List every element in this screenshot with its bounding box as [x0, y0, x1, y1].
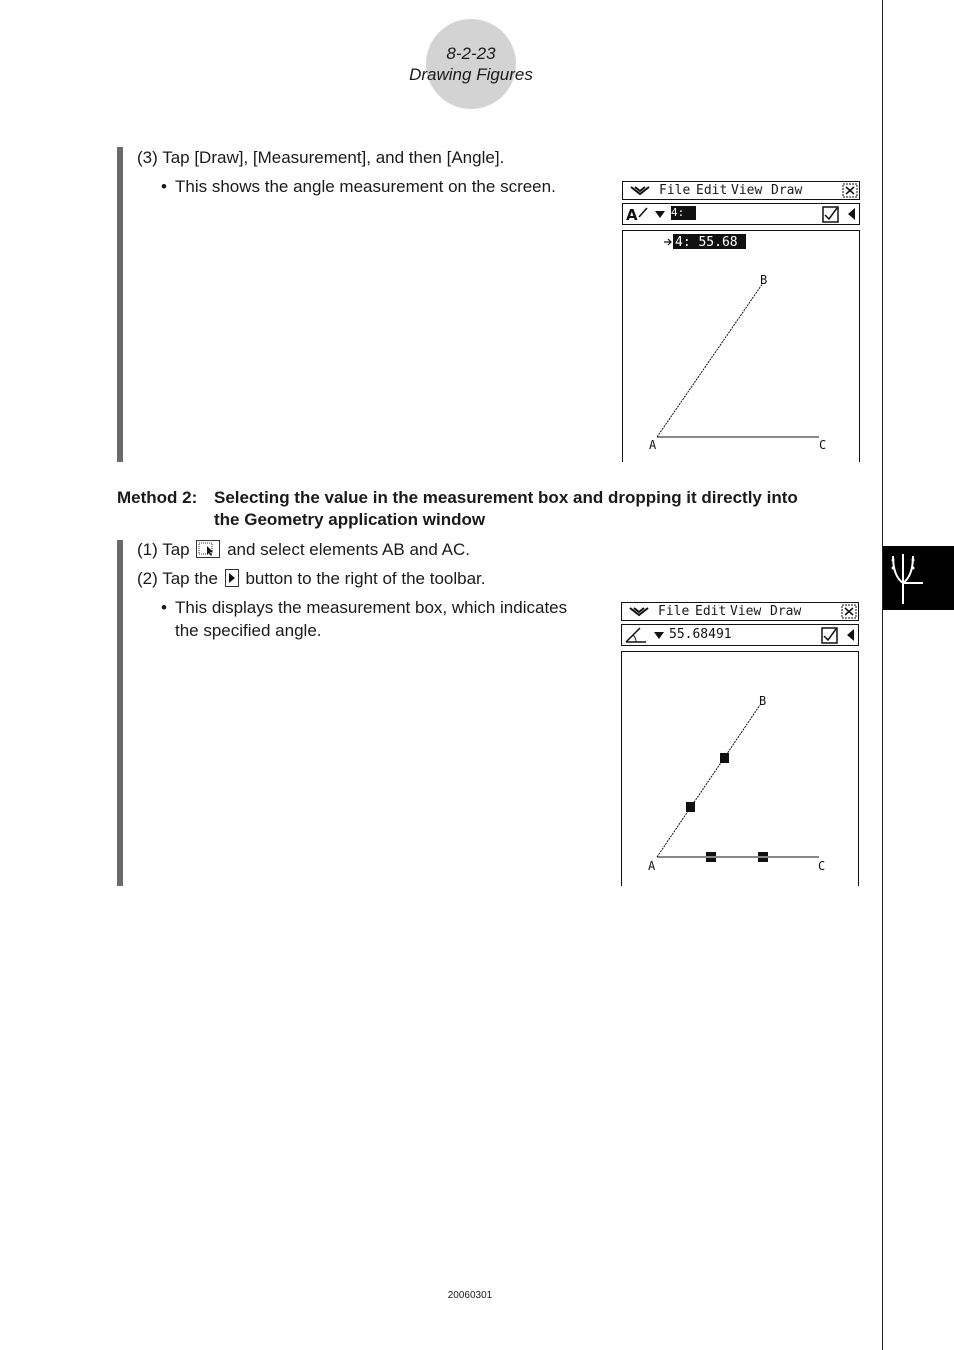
right-margin-rule — [882, 0, 883, 1350]
footer-code: 20060301 — [447, 1290, 493, 1301]
selection-handle[interactable] — [720, 753, 729, 763]
section-title: Drawing Figures — [409, 65, 533, 84]
point-label-a: A — [649, 438, 657, 452]
point-label-b: B — [759, 694, 767, 708]
measurement-value-field[interactable]: 55.68491 — [669, 627, 732, 642]
menu-chevron-icon — [630, 185, 650, 197]
menu-draw[interactable]: Draw — [771, 183, 803, 198]
step2-prefix: (2) Tap the — [137, 569, 218, 588]
svg-text:A: A — [626, 206, 638, 223]
menu-file[interactable]: File — [659, 183, 691, 198]
left-arrow-icon[interactable] — [844, 627, 858, 643]
step-margin-bar — [117, 540, 123, 886]
step1-suffix: and select elements AB and AC. — [227, 540, 470, 559]
dropdown-icon[interactable] — [652, 629, 666, 641]
calculator-screen-1 — [622, 181, 862, 462]
expand-arrow-icon — [225, 569, 239, 587]
left-arrow-icon[interactable] — [845, 206, 859, 222]
toolbar — [621, 624, 859, 646]
selection-handle[interactable] — [686, 802, 695, 812]
method-title-line1: Selecting the value in the measurement box and dropping it directly into — [214, 488, 798, 507]
measurement-field[interactable]: 4: — [671, 206, 696, 220]
menu-bar — [622, 181, 860, 200]
step1-line — [137, 538, 470, 561]
select-tool-icon — [196, 540, 220, 558]
point-label-c: C — [818, 859, 826, 873]
text-tool-icon[interactable] — [625, 205, 651, 223]
figure-2 — [622, 652, 860, 887]
step3-bullet-text: This shows the angle measurement on the screen. — [175, 177, 556, 196]
keyboard-icon[interactable] — [841, 604, 857, 619]
page-number: 8-2-23 — [446, 44, 496, 63]
menu-bar — [621, 602, 859, 621]
bullet-dot: • — [161, 598, 167, 617]
figure-1 — [623, 231, 861, 463]
method-title-line2: the Geometry application window — [214, 510, 486, 529]
step2-bullet-line2: the specified angle. — [175, 621, 322, 640]
angle-tool-icon[interactable] — [624, 626, 650, 644]
header-circle — [426, 19, 516, 109]
segment-ab — [657, 705, 760, 857]
measurement-label: 4: 55.68 — [675, 235, 738, 250]
step2-suffix: button to the right of the toolbar. — [245, 569, 486, 588]
menu-view[interactable]: View — [730, 604, 762, 619]
geometry-view-1[interactable] — [622, 230, 860, 462]
menu-edit[interactable]: Edit — [696, 183, 728, 198]
geometry-chapter-icon — [883, 546, 954, 610]
menu-file[interactable]: File — [658, 604, 690, 619]
menu-edit[interactable]: Edit — [695, 604, 727, 619]
toolbar — [622, 203, 860, 225]
keyboard-icon[interactable] — [842, 183, 858, 198]
segment-ab — [657, 283, 763, 437]
step2-bullet-line1: This displays the measurement box, which indicates — [175, 598, 568, 617]
dropdown-icon[interactable] — [653, 208, 667, 220]
step1-prefix: (1) Tap — [137, 540, 190, 559]
bullet-dot: • — [161, 177, 167, 196]
point-label-b: B — [760, 273, 768, 287]
geometry-view-2[interactable] — [621, 651, 859, 886]
checkbox-icon[interactable] — [820, 626, 840, 644]
calculator-screen-2 — [621, 602, 861, 886]
checkbox-icon[interactable] — [821, 205, 841, 223]
step-margin-bar — [117, 147, 123, 462]
menu-chevron-icon — [629, 606, 649, 618]
chapter-tab — [883, 546, 954, 610]
menu-draw[interactable]: Draw — [770, 604, 802, 619]
point-label-a: A — [648, 859, 656, 873]
method-label: Method 2: — [117, 488, 198, 507]
step3-text: (3) Tap [Draw], [Measurement], and then [Angle]. — [137, 148, 505, 167]
point-label-c: C — [819, 438, 827, 452]
measure-arrow-icon — [664, 239, 671, 245]
menu-view[interactable]: View — [731, 183, 763, 198]
step2-line — [137, 567, 486, 590]
